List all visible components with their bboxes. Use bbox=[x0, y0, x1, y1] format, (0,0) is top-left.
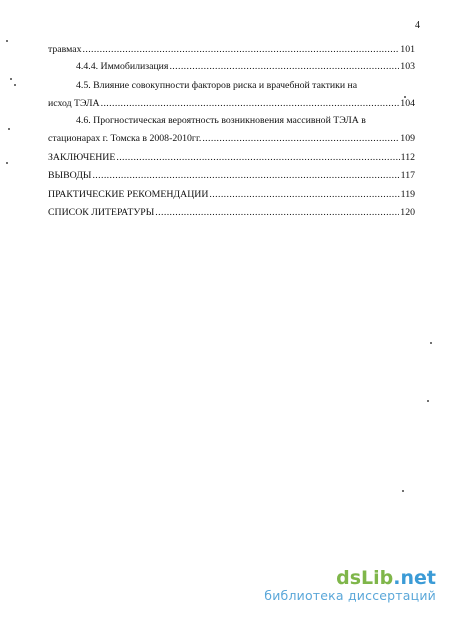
toc-leader-dots bbox=[155, 207, 399, 219]
toc-entry-text: ВЫВОДЫ bbox=[48, 170, 92, 181]
toc-entry-text: исход ТЭЛА bbox=[48, 98, 100, 109]
toc-entry-page: 120 bbox=[400, 207, 415, 218]
toc-entry-page: 112 bbox=[400, 152, 415, 163]
toc-entry-text: СПИСОК ЛИТЕРАТУРЫ bbox=[48, 207, 155, 218]
toc-entry-page: 109 bbox=[400, 133, 415, 144]
toc-entry-text: ПРАКТИЧЕСКИЕ РЕКОМЕНДАЦИИ bbox=[48, 189, 209, 200]
scan-speck bbox=[10, 78, 12, 80]
toc-entry-prognostic-probability bbox=[48, 115, 415, 145]
toc-entry-findings bbox=[48, 170, 415, 182]
toc-leader-dots bbox=[92, 170, 399, 182]
toc-entry-practical-recommendations bbox=[48, 189, 415, 201]
toc-leader-dots bbox=[83, 44, 400, 56]
toc-entry-page: 101 bbox=[400, 44, 415, 55]
toc-entry-page: 119 bbox=[400, 189, 415, 200]
scan-speck bbox=[6, 40, 8, 42]
toc-leader-dots bbox=[202, 133, 399, 145]
toc-leader-dots bbox=[116, 152, 399, 164]
scan-speck bbox=[427, 400, 429, 402]
toc-entry-references bbox=[48, 207, 415, 219]
toc-leader-dots bbox=[101, 98, 400, 110]
scan-speck bbox=[6, 162, 8, 164]
scan-speck bbox=[404, 96, 406, 98]
toc-entry-title-line: 4.5. Влияние совокупности факторов риска и врачебной тактики на bbox=[76, 80, 358, 91]
toc-entry-text: стационарах г. Томска в 2008-2010гг. bbox=[48, 133, 202, 144]
toc-entry-page: 117 bbox=[400, 170, 415, 181]
toc-entry-text: травмах bbox=[48, 44, 82, 55]
scan-speck bbox=[14, 84, 16, 86]
scan-speck bbox=[402, 490, 404, 492]
toc-entry-page: 104 bbox=[400, 98, 415, 109]
toc-entry-conclusion bbox=[48, 152, 415, 164]
scan-speck bbox=[430, 342, 432, 344]
dslib-watermark bbox=[264, 568, 436, 604]
toc-entry-immobilization bbox=[48, 61, 415, 73]
toc-entry-title-line: 4.6. Прогностическая вероятность возникновения массивной ТЭЛА в bbox=[76, 115, 366, 126]
toc-leader-dots bbox=[209, 189, 399, 201]
page-number: 4 bbox=[415, 20, 420, 31]
toc-entry-risk-factors bbox=[48, 80, 415, 110]
toc-leader-dots bbox=[169, 61, 399, 73]
toc-entry-page: 103 bbox=[400, 61, 415, 72]
toc-entry-text: 4.4.4. Иммобилизация bbox=[76, 61, 169, 72]
dslib-logo: dsLib.net bbox=[336, 567, 436, 589]
dslib-subtitle: библиотека диссертаций bbox=[264, 588, 436, 603]
toc-entry-traumas bbox=[48, 44, 415, 56]
toc-entry-text: ЗАКЛЮЧЕНИЕ bbox=[48, 152, 116, 163]
scan-speck bbox=[8, 128, 10, 130]
